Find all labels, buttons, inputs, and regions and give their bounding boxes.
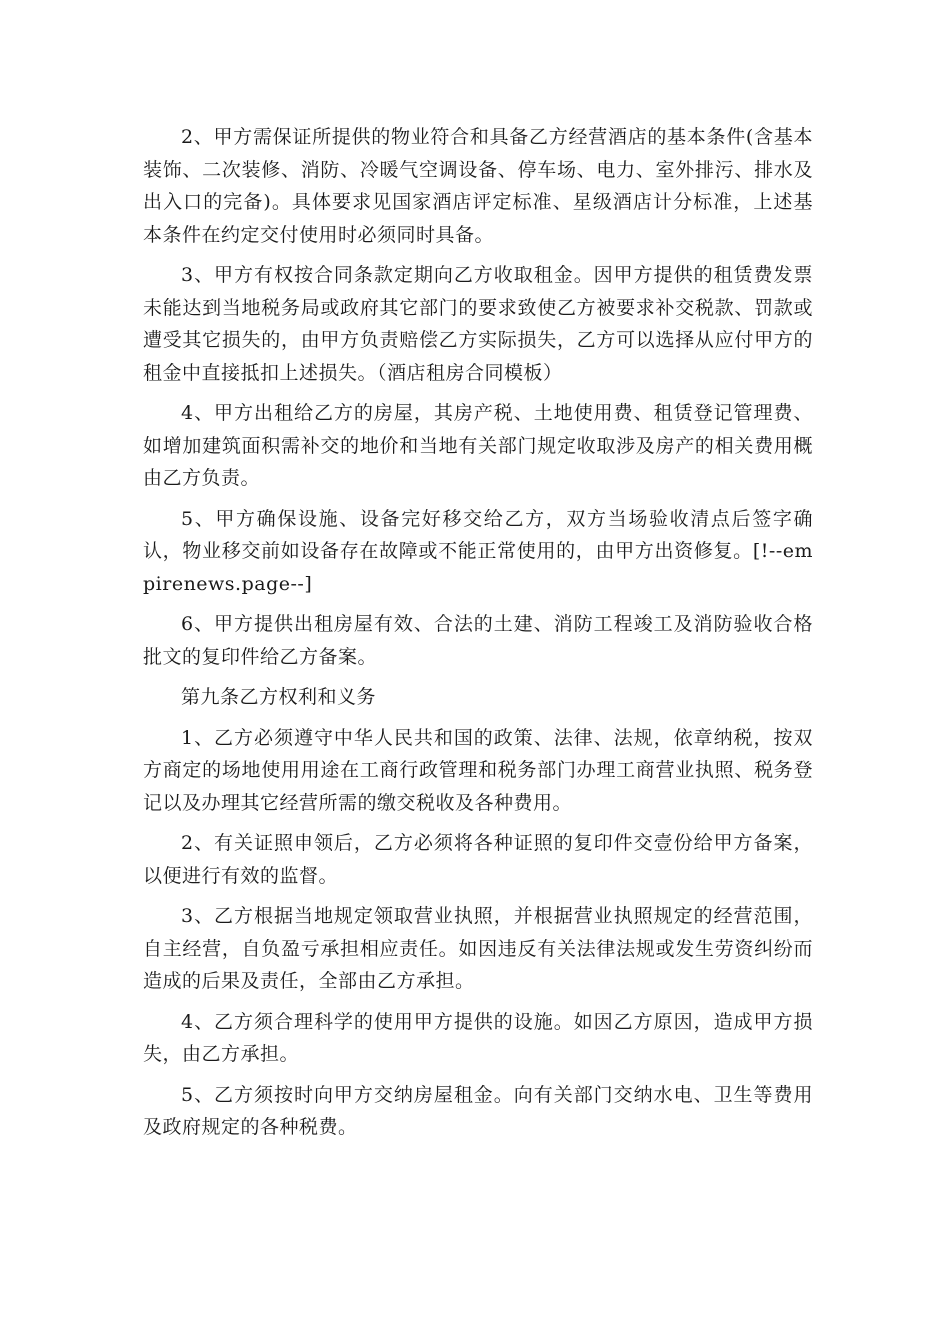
document-body	[143, 121, 813, 1144]
paragraph-tenant-clause-5: 5、乙方须按时向甲方交纳房屋租金。向有关部门交纳水电、卫生等费用及政府规定的各种税费。	[143, 1083, 813, 1138]
paragraph-tenant-clause-3: 3、乙方根据当地规定领取营业执照，并根据营业执照规定的经营范围，自主经营，自负盈亏承担相应责任。如因违反有关法律法规或发生劳资纠纷而造成的后果及责任，全部由乙方承担。	[143, 905, 813, 992]
paragraph-landlord-clause-3: 3、甲方有权按合同条款定期向乙方收取租金。因甲方提供的租赁费发票未能达到当地税务局或政府其它部门的要求致使乙方被要求补交税款、罚款或遭受其它损失的，由甲方负责赔偿乙方实际损失，乙方可以选择从应付甲方的租金中直接抵扣上述损失。（酒店租房合同模板）	[143, 264, 813, 384]
paragraph-landlord-clause-6: 6、甲方提供出租房屋有效、合法的土建、消防工程竣工及消防验收合格批文的复印件给乙方备案。	[143, 613, 813, 668]
paragraph-tenant-clause-4: 4、乙方须合理科学的使用甲方提供的设施。如因乙方原因，造成甲方损失，由乙方承担。	[143, 1010, 813, 1065]
paragraph-landlord-clause-5: 5、甲方确保设施、设备完好移交给乙方，双方当场验收清点后签字确认，物业移交前如设备存在故障或不能正常使用的，由甲方出资修复。[!--empirenews.page--]	[143, 507, 813, 595]
paragraph-tenant-clause-2: 2、有关证照申领后，乙方必须将各种证照的复印件交壹份给甲方备案，以便进行有效的监督。	[143, 832, 813, 887]
section-heading-article-9: 第九条乙方权利和义务	[181, 686, 377, 708]
paragraph-landlord-clause-2: 2、甲方需保证所提供的物业符合和具备乙方经营酒店的基本条件(含基本装饰、二次装修、消防、冷暖气空调设备、停车场、电力、室外排污、排水及出入口的完备)。具体要求见国家酒店评定标准、星级酒店计分标准，上述基本条件在约定交付使用时必须同时具备。	[143, 126, 813, 246]
paragraph-tenant-clause-1: 1、乙方必须遵守中华人民共和国的政策、法律、法规，依章纳税，按双方商定的场地使用用途在工商行政管理和税务部门办理工商营业执照、税务登记以及办理其它经营所需的缴交税收及各种费用。	[143, 726, 813, 814]
paragraph-landlord-clause-4: 4、甲方出租给乙方的房屋，其房产税、土地使用费、租赁登记管理费、如增加建筑面积需补交的地价和当地有关部门规定收取涉及房产的相关费用概由乙方负责。	[143, 402, 813, 489]
